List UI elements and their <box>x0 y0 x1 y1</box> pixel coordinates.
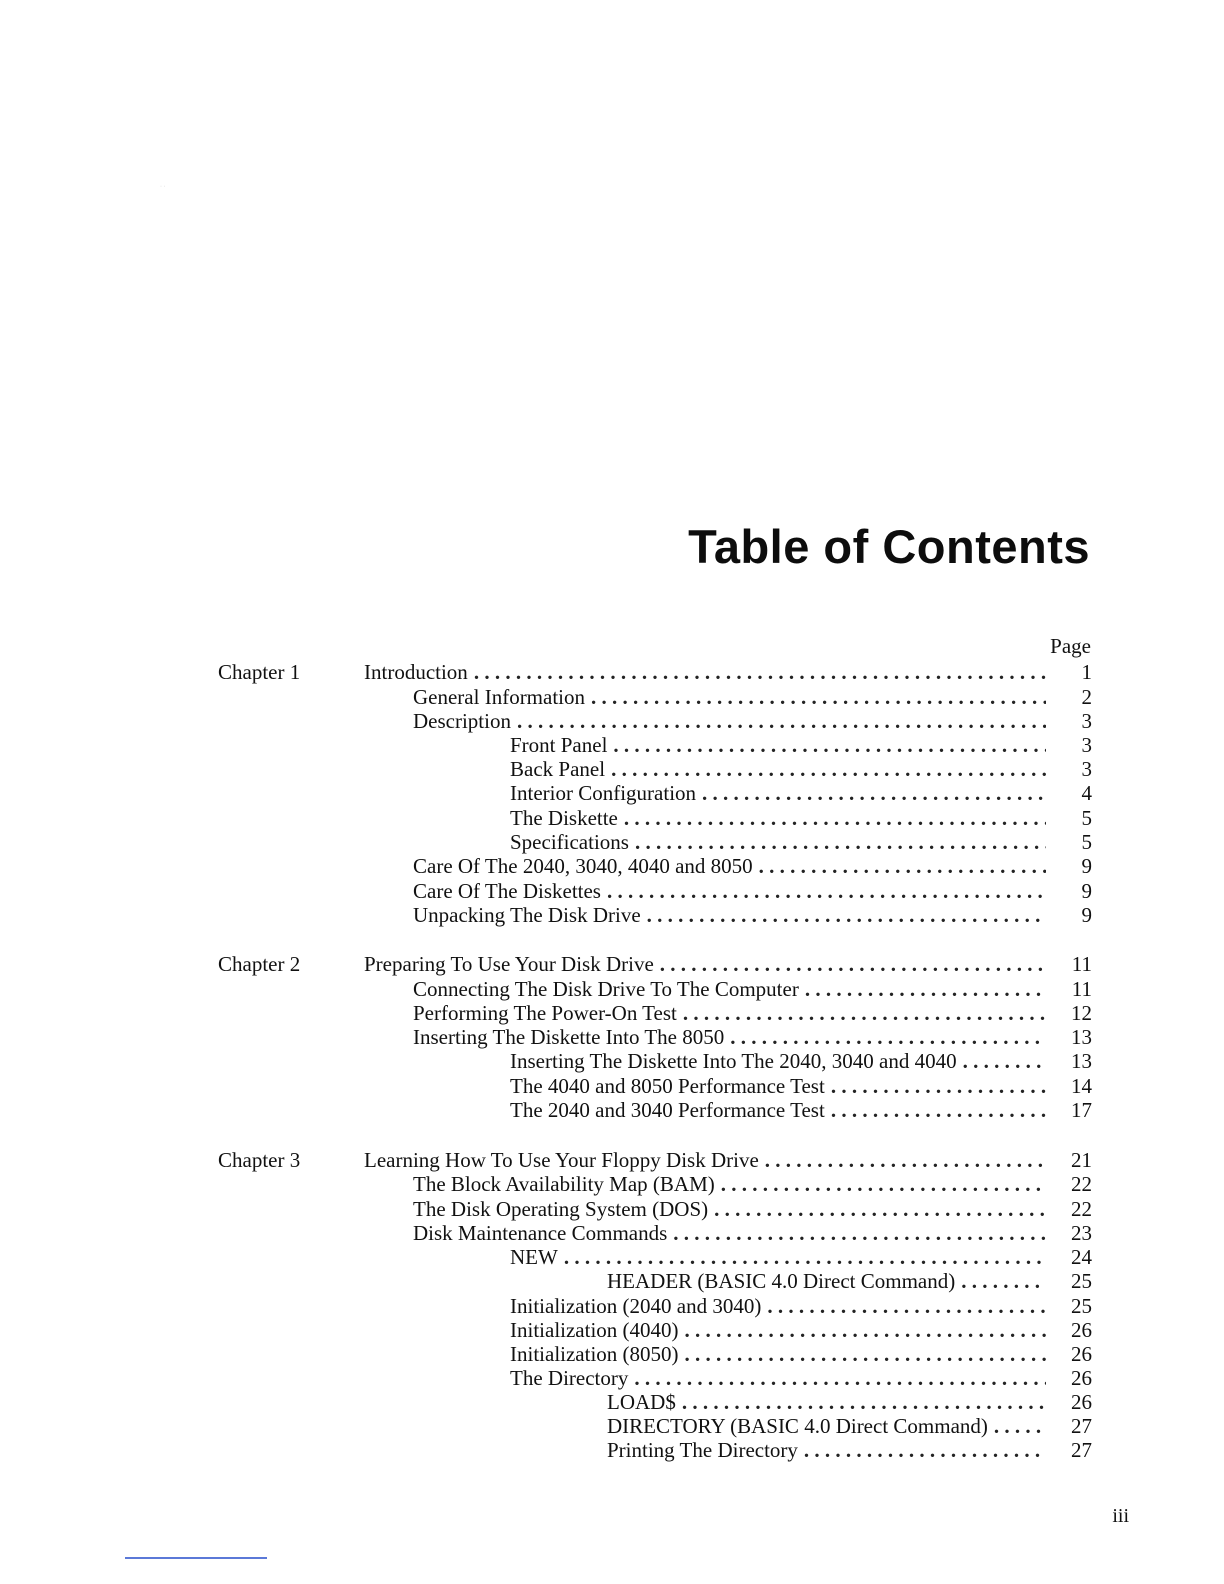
toc-entry-title: Care Of The 2040, 3040, 4040 and 8050 <box>413 854 759 878</box>
toc-entry[interactable] <box>510 1049 1046 1073</box>
toc-entry-title: Initialization (2040 and 3040) <box>510 1294 767 1318</box>
toc-entry-title: NEW <box>510 1245 564 1269</box>
toc-page-number: 27 <box>1071 1438 1092 1462</box>
dot-leader <box>613 733 1046 757</box>
toc-entry[interactable] <box>413 1025 1046 1049</box>
toc-page-number: 3 <box>1081 709 1092 733</box>
toc-page-number: 3 <box>1081 733 1092 757</box>
page-number: iii <box>1112 1505 1129 1527</box>
dot-leader <box>759 854 1046 878</box>
dot-leader <box>961 1269 1046 1293</box>
dot-leader <box>730 1025 1046 1049</box>
toc-entry[interactable] <box>364 952 1046 976</box>
dot-leader <box>683 1001 1046 1025</box>
toc-entry-title: Initialization (4040) <box>510 1318 685 1342</box>
page-column-header: Page <box>1050 634 1091 658</box>
dot-leader <box>685 1342 1046 1366</box>
toc-entry[interactable] <box>413 1221 1046 1245</box>
toc-page-number: 11 <box>1071 977 1092 1001</box>
toc-entry-title: Connecting The Disk Drive To The Computer <box>413 977 805 1001</box>
toc-entry-title: Introduction <box>364 660 474 684</box>
toc-entry[interactable] <box>364 660 1046 684</box>
dot-leader <box>685 1318 1046 1342</box>
toc-page-number: 4 <box>1081 781 1092 805</box>
toc-entry[interactable] <box>364 1148 1046 1172</box>
toc-page-number: 24 <box>1071 1245 1092 1269</box>
toc-entry-title: The Directory <box>510 1366 634 1390</box>
toc-entry-title: Inserting The Diskette Into The 8050 <box>413 1025 730 1049</box>
dot-leader <box>611 757 1046 781</box>
toc-entry[interactable] <box>413 1172 1046 1196</box>
toc-entry-title: The 4040 and 8050 Performance Test <box>510 1074 831 1098</box>
dot-leader <box>682 1390 1046 1414</box>
toc-entry-title: Learning How To Use Your Floppy Disk Drive <box>364 1148 765 1172</box>
toc-entry[interactable] <box>510 1342 1046 1366</box>
toc-entry-title: Printing The Directory <box>607 1438 804 1462</box>
dot-leader <box>765 1148 1046 1172</box>
dot-leader <box>721 1172 1046 1196</box>
toc-entry-title: The 2040 and 3040 Performance Test <box>510 1098 831 1122</box>
dot-leader <box>831 1098 1046 1122</box>
chapter-label: Chapter 1 <box>218 660 301 684</box>
toc-entry[interactable] <box>607 1438 1046 1462</box>
toc-entry[interactable] <box>413 879 1046 903</box>
toc-entry[interactable] <box>510 1245 1046 1269</box>
toc-entry-title: Specifications <box>510 830 635 854</box>
blue-rule <box>125 1557 267 1559</box>
toc-page-number: 26 <box>1071 1342 1092 1366</box>
toc-page-number: 9 <box>1081 903 1092 927</box>
toc-page-number: 23 <box>1071 1221 1092 1245</box>
toc-entry-title: Preparing To Use Your Disk Drive <box>364 952 660 976</box>
dot-leader <box>635 830 1046 854</box>
toc-entry-title: Initialization (8050) <box>510 1342 685 1366</box>
dot-leader <box>673 1221 1046 1245</box>
toc-page-number: 25 <box>1071 1294 1092 1318</box>
toc-page-number: 9 <box>1081 854 1092 878</box>
toc-entry[interactable] <box>413 1001 1046 1025</box>
toc-entry[interactable] <box>510 806 1046 830</box>
chapter-label: Chapter 2 <box>218 952 301 976</box>
toc-entry-title: The Diskette <box>510 806 624 830</box>
toc-entry[interactable] <box>413 1197 1046 1221</box>
toc-entry[interactable] <box>510 733 1046 757</box>
toc-page-number: 9 <box>1081 879 1092 903</box>
toc-page-number: 21 <box>1071 1148 1092 1172</box>
dot-leader <box>831 1074 1046 1098</box>
toc-entry[interactable] <box>510 757 1046 781</box>
dot-leader <box>564 1245 1046 1269</box>
dot-leader <box>963 1049 1046 1073</box>
toc-entry-title: DIRECTORY (BASIC 4.0 Direct Command) <box>607 1414 994 1438</box>
toc-entry[interactable] <box>510 1318 1046 1342</box>
toc-entry[interactable] <box>413 709 1046 733</box>
toc-page-number: 3 <box>1081 757 1092 781</box>
toc-entry-title: Back Panel <box>510 757 611 781</box>
toc-entry[interactable] <box>413 685 1046 709</box>
dot-leader <box>805 977 1046 1001</box>
dot-leader <box>804 1438 1046 1462</box>
toc-entry-title: Description <box>413 709 517 733</box>
toc-page-number: 2 <box>1081 685 1092 709</box>
dot-leader <box>634 1366 1046 1390</box>
toc-entry-title: HEADER (BASIC 4.0 Direct Command) <box>607 1269 961 1293</box>
toc-entry[interactable] <box>510 830 1046 854</box>
toc-entry[interactable] <box>607 1414 1046 1438</box>
toc-page-number: 12 <box>1071 1001 1092 1025</box>
dot-leader <box>474 660 1046 684</box>
toc-entry[interactable] <box>510 1366 1046 1390</box>
dot-leader <box>994 1414 1046 1438</box>
toc-page-number: 17 <box>1071 1098 1092 1122</box>
toc-entry[interactable] <box>413 903 1046 927</box>
dot-leader <box>624 806 1046 830</box>
toc-entry[interactable] <box>510 1074 1046 1098</box>
toc-entry-title: Interior Configuration <box>510 781 702 805</box>
toc-entry-title: Unpacking The Disk Drive <box>413 903 647 927</box>
toc-page-number: 27 <box>1071 1414 1092 1438</box>
toc-entry[interactable] <box>607 1390 1046 1414</box>
dot-leader <box>517 709 1046 733</box>
toc-entry-title: Care Of The Diskettes <box>413 879 607 903</box>
toc-entry-title: The Disk Operating System (DOS) <box>413 1197 714 1221</box>
dot-leader <box>767 1294 1046 1318</box>
toc-page-number: 26 <box>1071 1366 1092 1390</box>
toc-page-number: 13 <box>1071 1025 1092 1049</box>
toc-page-number: 25 <box>1071 1269 1092 1293</box>
toc-page-number: 5 <box>1081 806 1092 830</box>
toc-page-number: 11 <box>1071 952 1092 976</box>
toc-entry[interactable] <box>510 1294 1046 1318</box>
toc-entry[interactable] <box>413 854 1046 878</box>
toc-page-number: 22 <box>1071 1172 1092 1196</box>
dot-leader <box>702 781 1046 805</box>
toc-entry[interactable] <box>510 1098 1046 1122</box>
toc-entry[interactable] <box>510 781 1046 805</box>
toc-page-number: 26 <box>1071 1390 1092 1414</box>
toc-page-number: 26 <box>1071 1318 1092 1342</box>
toc-entry-title: Performing The Power-On Test <box>413 1001 683 1025</box>
dot-leader <box>607 879 1046 903</box>
page-title: Table of Contents <box>688 520 1090 574</box>
toc-entry-title: The Block Availability Map (BAM) <box>413 1172 721 1196</box>
toc-entry-title: Front Panel <box>510 733 613 757</box>
toc-entry-title: Inserting The Diskette Into The 2040, 3040 and 4040 <box>510 1049 963 1073</box>
toc-entry-title: General Information <box>413 685 591 709</box>
chapter-label: Chapter 3 <box>218 1148 301 1172</box>
dot-leader <box>591 685 1046 709</box>
toc-page-number: 22 <box>1071 1197 1092 1221</box>
toc-entry[interactable] <box>413 977 1046 1001</box>
toc-entry[interactable] <box>607 1269 1046 1293</box>
dot-leader <box>647 903 1046 927</box>
toc-page-number: 13 <box>1071 1049 1092 1073</box>
dot-leader <box>660 952 1046 976</box>
scan-speck: · · <box>160 184 166 190</box>
dot-leader <box>714 1197 1046 1221</box>
toc-entry-title: Disk Maintenance Commands <box>413 1221 673 1245</box>
toc-page-number: 14 <box>1071 1074 1092 1098</box>
toc-page-number: 5 <box>1081 830 1092 854</box>
toc-entry-title: LOAD$ <box>607 1390 682 1414</box>
toc-page-number: 1 <box>1081 660 1092 684</box>
